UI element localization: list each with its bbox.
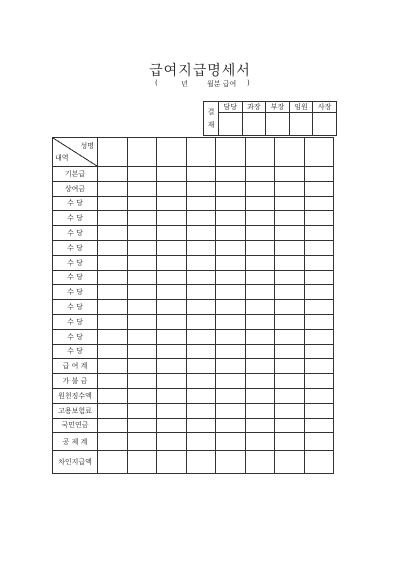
table-row: [53, 181, 334, 196]
amount-cell[interactable]: [275, 240, 305, 255]
row-label: 수 당: [53, 344, 98, 359]
subtitle-month: 월분 급여: [207, 80, 237, 88]
amount-cell[interactable]: [186, 285, 216, 300]
amount-cell[interactable]: [157, 314, 187, 329]
amount-cell[interactable]: [304, 314, 334, 329]
amount-cell[interactable]: [245, 196, 275, 211]
table-row: [53, 388, 334, 403]
amount-cell[interactable]: [98, 374, 128, 389]
amount-cell[interactable]: [127, 255, 157, 270]
amount-cell[interactable]: [157, 329, 187, 344]
row-label: 원천징수액: [53, 388, 98, 403]
table-row: [53, 226, 334, 241]
table-row: [53, 329, 334, 344]
amount-cell[interactable]: [304, 270, 334, 285]
amount-cell[interactable]: [216, 374, 246, 389]
approval-col-bujang: 부장: [266, 102, 290, 113]
row-label: 수 당: [53, 285, 98, 300]
amount-cell[interactable]: [98, 167, 128, 182]
amount-cell[interactable]: [216, 181, 246, 196]
amount-cell[interactable]: [245, 418, 275, 433]
amount-cell[interactable]: [98, 418, 128, 433]
amount-cell[interactable]: [216, 433, 246, 451]
amount-cell[interactable]: [304, 240, 334, 255]
row-label: 수 당: [53, 270, 98, 285]
approval-sign-cell[interactable]: [219, 113, 243, 136]
amount-cell[interactable]: [186, 388, 216, 403]
amount-cell[interactable]: [98, 388, 128, 403]
row-label: 급 여 계: [53, 359, 98, 374]
table-row: [53, 240, 334, 255]
amount-cell[interactable]: [275, 285, 305, 300]
row-label: 국민연금: [53, 418, 98, 433]
amount-cell[interactable]: [186, 181, 216, 196]
amount-cell[interactable]: [216, 418, 246, 433]
table-header-row: [53, 138, 334, 167]
amount-cell[interactable]: [157, 374, 187, 389]
amount-cell[interactable]: [186, 418, 216, 433]
amount-cell[interactable]: [216, 270, 246, 285]
amount-cell[interactable]: [275, 359, 305, 374]
employee-name-cell[interactable]: [304, 138, 334, 167]
approval-sign-cell[interactable]: [266, 113, 290, 136]
amount-cell[interactable]: [98, 240, 128, 255]
header-diagonal-cell: [53, 138, 98, 167]
amount-cell[interactable]: [157, 433, 187, 451]
amount-cell[interactable]: [186, 240, 216, 255]
amount-cell[interactable]: [127, 196, 157, 211]
amount-cell[interactable]: [304, 300, 334, 315]
table-row: [53, 211, 334, 226]
amount-cell[interactable]: [245, 374, 275, 389]
amount-cell[interactable]: [186, 300, 216, 315]
amount-cell[interactable]: [127, 226, 157, 241]
row-label: 수 당: [53, 226, 98, 241]
amount-cell[interactable]: [275, 388, 305, 403]
amount-cell[interactable]: [304, 226, 334, 241]
table-row: [53, 433, 334, 451]
amount-cell[interactable]: [275, 451, 305, 474]
table-row: [53, 374, 334, 389]
amount-cell[interactable]: [186, 359, 216, 374]
amount-cell[interactable]: [304, 211, 334, 226]
amount-cell[interactable]: [98, 433, 128, 451]
amount-cell[interactable]: [157, 196, 187, 211]
employee-name-cell[interactable]: [127, 138, 157, 167]
table-row: [53, 270, 334, 285]
amount-cell[interactable]: [127, 300, 157, 315]
amount-cell[interactable]: [245, 451, 275, 474]
amount-cell[interactable]: [304, 255, 334, 270]
amount-cell[interactable]: [98, 300, 128, 315]
amount-cell[interactable]: [157, 285, 187, 300]
row-label: 수 당: [53, 329, 98, 344]
amount-cell[interactable]: [127, 329, 157, 344]
approval-col-sajang: 사장: [313, 102, 337, 113]
row-label: 기본급: [53, 167, 98, 182]
amount-cell[interactable]: [157, 300, 187, 315]
amount-cell[interactable]: [127, 240, 157, 255]
table-row: [53, 314, 334, 329]
amount-cell[interactable]: [157, 181, 187, 196]
amount-cell[interactable]: [216, 403, 246, 418]
amount-cell[interactable]: [275, 403, 305, 418]
row-label: 수 당: [53, 314, 98, 329]
amount-cell[interactable]: [275, 374, 305, 389]
amount-cell[interactable]: [216, 451, 246, 474]
amount-cell[interactable]: [98, 359, 128, 374]
amount-cell[interactable]: [275, 418, 305, 433]
table-row: [53, 344, 334, 359]
table-row: [53, 255, 334, 270]
approval-sign-cell[interactable]: [313, 113, 337, 136]
amount-cell[interactable]: [186, 451, 216, 474]
employee-name-cell[interactable]: [216, 138, 246, 167]
amount-cell[interactable]: [157, 403, 187, 418]
amount-cell[interactable]: [245, 167, 275, 182]
amount-cell[interactable]: [245, 344, 275, 359]
approval-sign-cell[interactable]: [242, 113, 266, 136]
amount-cell[interactable]: [186, 374, 216, 389]
amount-cell[interactable]: [127, 418, 157, 433]
amount-cell[interactable]: [304, 359, 334, 374]
amount-cell[interactable]: [304, 418, 334, 433]
approval-box: [203, 101, 337, 136]
amount-cell[interactable]: [216, 329, 246, 344]
subtitle-year: 년: [181, 80, 188, 88]
amount-cell[interactable]: [98, 451, 128, 474]
amount-cell[interactable]: [216, 388, 246, 403]
amount-cell[interactable]: [245, 433, 275, 451]
amount-cell[interactable]: [245, 211, 275, 226]
amount-cell[interactable]: [245, 255, 275, 270]
amount-cell[interactable]: [157, 388, 187, 403]
amount-cell[interactable]: [275, 167, 305, 182]
row-label: 수 당: [53, 240, 98, 255]
amount-cell[interactable]: [245, 388, 275, 403]
amount-cell[interactable]: [127, 167, 157, 182]
amount-cell[interactable]: [127, 211, 157, 226]
approval-col-gwajang: 과장: [242, 102, 266, 113]
row-label: 상여금: [53, 181, 98, 196]
table-row: [53, 403, 334, 418]
table-row: [53, 196, 334, 211]
table-row: [53, 451, 334, 474]
amount-cell[interactable]: [127, 181, 157, 196]
amount-cell[interactable]: [275, 181, 305, 196]
amount-cell[interactable]: [98, 285, 128, 300]
amount-cell[interactable]: [275, 344, 305, 359]
amount-cell[interactable]: [275, 314, 305, 329]
salary-table: [52, 137, 334, 474]
amount-cell[interactable]: [245, 403, 275, 418]
amount-cell[interactable]: [98, 211, 128, 226]
amount-cell[interactable]: [245, 329, 275, 344]
amount-cell[interactable]: [304, 181, 334, 196]
amount-cell[interactable]: [186, 211, 216, 226]
amount-cell[interactable]: [216, 226, 246, 241]
amount-cell[interactable]: [98, 270, 128, 285]
row-label: 수 당: [53, 196, 98, 211]
approval-col-imwon: 임원: [289, 102, 313, 113]
approval-sign-cell[interactable]: [289, 113, 313, 136]
amount-cell[interactable]: [157, 270, 187, 285]
amount-cell[interactable]: [245, 359, 275, 374]
amount-cell[interactable]: [127, 403, 157, 418]
row-label: 공 제 계: [53, 433, 98, 451]
header-name-label: 성명: [80, 142, 94, 150]
amount-cell[interactable]: [127, 374, 157, 389]
subtitle-close: ): [247, 79, 250, 87]
row-label: 수 당: [53, 255, 98, 270]
employee-name-cell[interactable]: [245, 138, 275, 167]
amount-cell[interactable]: [216, 167, 246, 182]
table-row: [53, 418, 334, 433]
row-label: 수 당: [53, 211, 98, 226]
amount-cell[interactable]: [245, 300, 275, 315]
subtitle-open: (: [155, 79, 158, 87]
amount-cell[interactable]: [127, 270, 157, 285]
amount-cell[interactable]: [216, 359, 246, 374]
amount-cell[interactable]: [275, 329, 305, 344]
amount-cell[interactable]: [304, 451, 334, 474]
amount-cell[interactable]: [216, 196, 246, 211]
amount-cell[interactable]: [245, 314, 275, 329]
amount-cell[interactable]: [98, 255, 128, 270]
amount-cell[interactable]: [304, 403, 334, 418]
amount-cell[interactable]: [127, 359, 157, 374]
amount-cell[interactable]: [127, 388, 157, 403]
amount-cell[interactable]: [186, 226, 216, 241]
amount-cell[interactable]: [157, 344, 187, 359]
table-row: [53, 359, 334, 374]
amount-cell[interactable]: [157, 359, 187, 374]
amount-cell[interactable]: [304, 374, 334, 389]
amount-cell[interactable]: [186, 167, 216, 182]
table-row: [53, 300, 334, 315]
amount-cell[interactable]: [304, 344, 334, 359]
row-label: 가 불 금: [53, 374, 98, 389]
amount-cell[interactable]: [304, 285, 334, 300]
amount-cell[interactable]: [304, 196, 334, 211]
employee-name-cell[interactable]: [186, 138, 216, 167]
amount-cell[interactable]: [216, 211, 246, 226]
amount-cell[interactable]: [216, 285, 246, 300]
amount-cell[interactable]: [275, 255, 305, 270]
amount-cell[interactable]: [127, 314, 157, 329]
table-row: [53, 167, 334, 182]
employee-name-cell[interactable]: [98, 138, 128, 167]
amount-cell[interactable]: [98, 403, 128, 418]
approval-label: 결 재: [204, 102, 219, 136]
amount-cell[interactable]: [186, 196, 216, 211]
amount-cell[interactable]: [127, 451, 157, 474]
amount-cell[interactable]: [275, 270, 305, 285]
amount-cell[interactable]: [98, 344, 128, 359]
amount-cell[interactable]: [127, 285, 157, 300]
amount-cell[interactable]: [98, 181, 128, 196]
amount-cell[interactable]: [157, 240, 187, 255]
table-row: [53, 285, 334, 300]
amount-cell[interactable]: [186, 270, 216, 285]
document-title: 급여지급명세서: [149, 63, 251, 79]
employee-name-cell[interactable]: [275, 138, 305, 167]
amount-cell[interactable]: [245, 285, 275, 300]
amount-cell[interactable]: [157, 418, 187, 433]
amount-cell[interactable]: [186, 314, 216, 329]
amount-cell[interactable]: [275, 300, 305, 315]
amount-cell[interactable]: [157, 451, 187, 474]
amount-cell[interactable]: [157, 226, 187, 241]
amount-cell[interactable]: [304, 329, 334, 344]
amount-cell[interactable]: [186, 329, 216, 344]
amount-cell[interactable]: [157, 167, 187, 182]
amount-cell[interactable]: [127, 433, 157, 451]
amount-cell[interactable]: [186, 344, 216, 359]
amount-cell[interactable]: [216, 240, 246, 255]
amount-cell[interactable]: [245, 226, 275, 241]
amount-cell[interactable]: [127, 344, 157, 359]
amount-cell[interactable]: [186, 403, 216, 418]
amount-cell[interactable]: [216, 255, 246, 270]
amount-cell[interactable]: [186, 255, 216, 270]
amount-cell[interactable]: [245, 270, 275, 285]
employee-name-cell[interactable]: [157, 138, 187, 167]
amount-cell[interactable]: [275, 211, 305, 226]
amount-cell[interactable]: [98, 314, 128, 329]
amount-cell[interactable]: [304, 433, 334, 451]
amount-cell[interactable]: [216, 344, 246, 359]
row-label: 고용보험료: [53, 403, 98, 418]
amount-cell[interactable]: [157, 255, 187, 270]
amount-cell[interactable]: [275, 433, 305, 451]
amount-cell[interactable]: [275, 226, 305, 241]
amount-cell[interactable]: [216, 314, 246, 329]
header-item-label: 내역: [55, 154, 69, 162]
row-label: 수 당: [53, 300, 98, 315]
amount-cell[interactable]: [245, 181, 275, 196]
amount-cell[interactable]: [304, 167, 334, 182]
amount-cell[interactable]: [98, 196, 128, 211]
amount-cell[interactable]: [98, 226, 128, 241]
amount-cell[interactable]: [98, 329, 128, 344]
approval-col-damdang: 담당: [219, 102, 243, 113]
row-label: 차인지급액: [53, 451, 98, 474]
amount-cell[interactable]: [245, 240, 275, 255]
amount-cell[interactable]: [275, 196, 305, 211]
amount-cell[interactable]: [304, 388, 334, 403]
amount-cell[interactable]: [186, 433, 216, 451]
amount-cell[interactable]: [157, 211, 187, 226]
amount-cell[interactable]: [216, 300, 246, 315]
